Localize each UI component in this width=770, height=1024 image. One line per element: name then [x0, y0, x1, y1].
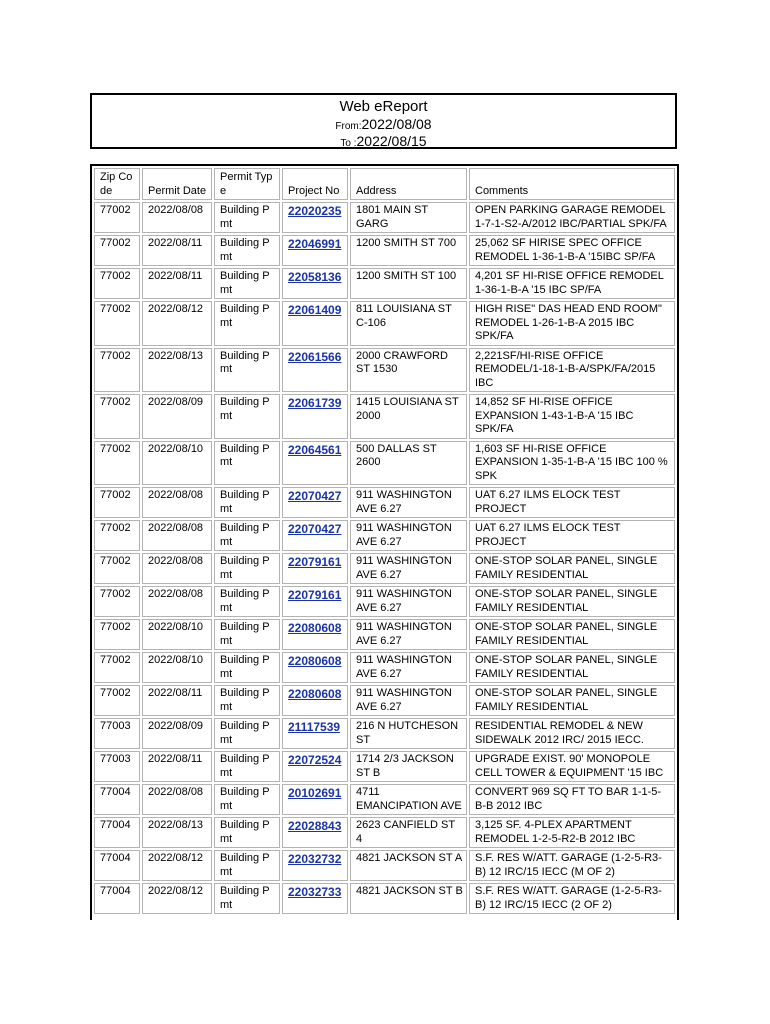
permit-date-cell: 2022/08/13	[142, 817, 212, 848]
project-no-cell	[282, 883, 348, 914]
date-to-line	[92, 133, 675, 149]
zip-code-cell: 77003	[94, 718, 140, 749]
table-row	[94, 652, 675, 683]
permit-type-cell: Building Pmt	[214, 850, 280, 881]
permit-type-cell: Building Pmt	[214, 394, 280, 439]
zip-code-cell: 77002	[94, 202, 140, 233]
address-cell: 911 WASHINGTON AVE 6.27	[350, 553, 467, 584]
permit-date-cell: 2022/08/11	[142, 751, 212, 782]
permit-date-cell: 2022/08/08	[142, 553, 212, 584]
comments-cell: CONVERT 969 SQ FT TO BAR 1-1-5-B-B 2012 IBC	[469, 784, 675, 815]
address-cell: 1200 SMITH ST 100	[350, 268, 467, 299]
project-no-cell	[282, 784, 348, 815]
project-no-cell	[282, 553, 348, 584]
permit-date-cell: 2022/08/08	[142, 487, 212, 518]
permit-table	[92, 166, 677, 916]
project-no-cell	[282, 487, 348, 518]
permit-type-cell: Building Pmt	[214, 586, 280, 617]
header-permit-date: Permit Date	[142, 168, 212, 200]
table-row	[94, 685, 675, 716]
permit-date-cell: 2022/08/09	[142, 718, 212, 749]
table-row	[94, 348, 675, 393]
table-row	[94, 441, 675, 486]
zip-code-cell: 77002	[94, 268, 140, 299]
project-no-link[interactable]: 22079161	[288, 588, 342, 602]
project-no-link[interactable]: 22080608	[288, 687, 342, 701]
project-no-cell	[282, 850, 348, 881]
address-cell: 1415 LOUISIANA ST 2000	[350, 394, 467, 439]
project-no-cell	[282, 619, 348, 650]
permit-date-cell: 2022/08/08	[142, 784, 212, 815]
project-no-cell	[282, 586, 348, 617]
zip-code-cell: 77002	[94, 586, 140, 617]
to-label: To :	[340, 138, 357, 149]
table-header-row	[94, 168, 675, 200]
address-cell: 4711 EMANCIPATION AVE	[350, 784, 467, 815]
header-project-no: Project No	[282, 168, 348, 200]
project-no-cell	[282, 268, 348, 299]
comments-cell: 2,221SF/HI-RISE OFFICE REMODEL/1-18-1-B-A/SPK/FA/2015 IBC	[469, 348, 675, 393]
permit-date-cell: 2022/08/08	[142, 202, 212, 233]
table-row	[94, 394, 675, 439]
address-cell: 4821 JACKSON ST A	[350, 850, 467, 881]
project-no-cell	[282, 718, 348, 749]
permit-date-cell: 2022/08/08	[142, 586, 212, 617]
project-no-cell	[282, 685, 348, 716]
address-cell: 1200 SMITH ST 700	[350, 235, 467, 266]
project-no-link[interactable]: 22080608	[288, 621, 342, 635]
project-no-cell	[282, 202, 348, 233]
address-cell: 911 WASHINGTON AVE 6.27	[350, 685, 467, 716]
comments-cell: ONE-STOP SOLAR PANEL, SINGLE FAMILY RESIDENTIAL	[469, 586, 675, 617]
permit-type-cell: Building Pmt	[214, 883, 280, 914]
header-zip-code: Zip Code	[94, 168, 140, 200]
permit-date-cell: 2022/08/12	[142, 850, 212, 881]
project-no-cell	[282, 652, 348, 683]
table-row	[94, 235, 675, 266]
permit-type-cell: Building Pmt	[214, 441, 280, 486]
comments-cell: ONE-STOP SOLAR PANEL, SINGLE FAMILY RESIDENTIAL	[469, 619, 675, 650]
zip-code-cell: 77002	[94, 394, 140, 439]
report-title: Web eReport	[339, 98, 428, 115]
permit-type-cell: Building Pmt	[214, 235, 280, 266]
permit-type-cell: Building Pmt	[214, 348, 280, 393]
table-row	[94, 301, 675, 346]
project-no-link[interactable]: 22072524	[288, 753, 342, 767]
permit-type-cell: Building Pmt	[214, 817, 280, 848]
table-row	[94, 718, 675, 749]
zip-code-cell: 77002	[94, 685, 140, 716]
table-row	[94, 817, 675, 848]
permit-date-cell: 2022/08/11	[142, 685, 212, 716]
project-no-cell	[282, 301, 348, 346]
permit-type-cell: Building Pmt	[214, 619, 280, 650]
address-cell: 500 DALLAS ST 2600	[350, 441, 467, 486]
zip-code-cell: 77002	[94, 652, 140, 683]
permit-date-cell: 2022/08/08	[142, 520, 212, 551]
table-row	[94, 202, 675, 233]
address-cell: 216 N HUTCHESON ST	[350, 718, 467, 749]
address-cell: 4821 JACKSON ST B	[350, 883, 467, 914]
comments-cell: S.F. RES W/ATT. GARAGE (1-2-5-R3-B) 12 IRC/15 IECC (M OF 2)	[469, 850, 675, 881]
address-cell: 2000 CRAWFORD ST 1530	[350, 348, 467, 393]
project-no-link[interactable]: 22020235	[288, 204, 342, 218]
zip-code-cell: 77002	[94, 441, 140, 486]
zip-code-cell: 77004	[94, 883, 140, 914]
permit-date-cell: 2022/08/12	[142, 883, 212, 914]
table-row	[94, 553, 675, 584]
table-row	[94, 784, 675, 815]
zip-code-cell: 77002	[94, 301, 140, 346]
project-no-cell	[282, 817, 348, 848]
header-comments: Comments	[469, 168, 675, 200]
project-no-cell	[282, 751, 348, 782]
comments-cell: 3,125 SF. 4-PLEX APARTMENT REMODEL 1-2-5-R2-B 2012 IBC	[469, 817, 675, 848]
comments-cell: 25,062 SF HIRISE SPEC OFFICE REMODEL 1-36-1-B-A '15IBC SP/FA	[469, 235, 675, 266]
permit-date-cell: 2022/08/12	[142, 301, 212, 346]
project-no-link[interactable]: 22061739	[288, 396, 342, 410]
project-no-link[interactable]: 22046991	[288, 237, 342, 251]
project-no-link[interactable]: 22080608	[288, 654, 342, 668]
comments-cell: 1,603 SF HI-RISE OFFICE EXPANSION 1-35-1-B-A '15 IBC 100 % SPK	[469, 441, 675, 486]
project-no-link[interactable]: 22032732	[288, 852, 342, 866]
project-no-cell	[282, 520, 348, 551]
report-header	[90, 93, 677, 149]
comments-cell: ONE-STOP SOLAR PANEL, SINGLE FAMILY RESIDENTIAL	[469, 553, 675, 584]
table-row	[94, 520, 675, 551]
project-no-cell	[282, 235, 348, 266]
comments-cell: ONE-STOP SOLAR PANEL, SINGLE FAMILY RESIDENTIAL	[469, 685, 675, 716]
header-address: Address	[350, 168, 467, 200]
project-no-link[interactable]: 22028843	[288, 819, 342, 833]
table-row	[94, 619, 675, 650]
project-no-link[interactable]: 22061409	[288, 303, 342, 317]
project-no-cell	[282, 394, 348, 439]
from-date: 2022/08/08	[361, 116, 432, 132]
permit-type-cell: Building Pmt	[214, 652, 280, 683]
zip-code-cell: 77003	[94, 751, 140, 782]
comments-cell: S.F. RES W/ATT. GARAGE (1-2-5-R3-B) 12 IRC/15 IECC (2 OF 2)	[469, 883, 675, 914]
table-row	[94, 487, 675, 518]
comments-cell: OPEN PARKING GARAGE REMODEL 1-7-1-S2-A/2012 IBC/PARTIAL SPK/FA	[469, 202, 675, 233]
address-cell: 911 WASHINGTON AVE 6.27	[350, 652, 467, 683]
permit-date-cell: 2022/08/13	[142, 348, 212, 393]
permit-type-cell: Building Pmt	[214, 202, 280, 233]
zip-code-cell: 77004	[94, 817, 140, 848]
project-no-cell	[282, 348, 348, 393]
address-cell: 2623 CANFIELD ST 4	[350, 817, 467, 848]
zip-code-cell: 77002	[94, 520, 140, 551]
comments-cell: UPGRADE EXIST. 90' MONOPOLE CELL TOWER & EQUIPMENT '15 IBC	[469, 751, 675, 782]
permit-date-cell: 2022/08/11	[142, 268, 212, 299]
permit-date-cell: 2022/08/09	[142, 394, 212, 439]
project-no-link[interactable]: 21117539	[288, 720, 341, 734]
comments-cell: 14,852 SF HI-RISE OFFICE EXPANSION 1-43-1-B-A '15 IBC SPK/FA	[469, 394, 675, 439]
project-no-link[interactable]: 22070427	[288, 489, 342, 503]
address-cell: 911 WASHINGTON AVE 6.27	[350, 520, 467, 551]
zip-code-cell: 77002	[94, 553, 140, 584]
zip-code-cell: 77004	[94, 784, 140, 815]
zip-code-cell: 77002	[94, 487, 140, 518]
address-cell: 1714 2/3 JACKSON ST B	[350, 751, 467, 782]
permit-type-cell: Building Pmt	[214, 553, 280, 584]
permit-type-cell: Building Pmt	[214, 268, 280, 299]
comments-cell: HIGH RISE" DAS HEAD END ROOM" REMODEL 1-26-1-B-A 2015 IBC SPK/FA	[469, 301, 675, 346]
permit-type-cell: Building Pmt	[214, 751, 280, 782]
permit-table-container	[90, 164, 679, 920]
zip-code-cell: 77002	[94, 619, 140, 650]
permit-type-cell: Building Pmt	[214, 685, 280, 716]
table-row	[94, 751, 675, 782]
permit-date-cell: 2022/08/10	[142, 619, 212, 650]
header-permit-type: Permit Type	[214, 168, 280, 200]
project-no-link[interactable]: 20102691	[288, 786, 342, 800]
zip-code-cell: 77004	[94, 850, 140, 881]
permit-table-body	[94, 202, 675, 914]
permit-type-cell: Building Pmt	[214, 520, 280, 551]
table-row	[94, 850, 675, 881]
project-no-link[interactable]: 22061566	[288, 349, 342, 364]
table-row	[94, 586, 675, 617]
date-from-line	[92, 116, 675, 132]
table-row	[94, 268, 675, 299]
zip-code-cell: 77002	[94, 235, 140, 266]
address-cell: 911 WASHINGTON AVE 6.27	[350, 487, 467, 518]
project-no-link[interactable]: 22070427	[288, 522, 342, 536]
address-cell: 811 LOUISIANA ST C-106	[350, 301, 467, 346]
address-cell: 911 WASHINGTON AVE 6.27	[350, 586, 467, 617]
comments-cell: UAT 6.27 ILMS ELOCK TEST PROJECT	[469, 487, 675, 518]
permit-date-cell: 2022/08/10	[142, 652, 212, 683]
permit-date-cell: 2022/08/10	[142, 441, 212, 486]
project-no-link[interactable]: 22064561	[288, 442, 342, 457]
permit-date-cell: 2022/08/11	[142, 235, 212, 266]
comments-cell: ONE-STOP SOLAR PANEL, SINGLE FAMILY RESIDENTIAL	[469, 652, 675, 683]
project-no-link[interactable]: 22032733	[288, 885, 342, 899]
zip-code-cell: 77002	[94, 348, 140, 393]
permit-type-cell: Building Pmt	[214, 718, 280, 749]
address-cell: 911 WASHINGTON AVE 6.27	[350, 619, 467, 650]
comments-cell: RESIDENTIAL REMODEL & NEW SIDEWALK 2012 IRC/ 2015 IECC.	[469, 718, 675, 749]
from-label: From:	[335, 121, 362, 132]
permit-type-cell: Building Pmt	[214, 784, 280, 815]
to-date: 2022/08/15	[356, 133, 427, 149]
comments-cell: 4,201 SF HI-RISE OFFICE REMODEL 1-36-1-B-A '15 IBC SP/FA	[469, 268, 675, 299]
address-cell: 1801 MAIN ST GARG	[350, 202, 467, 233]
project-no-link[interactable]: 22079161	[288, 555, 342, 569]
project-no-link[interactable]: 22058136	[288, 270, 342, 284]
comments-cell: UAT 6.27 ILMS ELOCK TEST PROJECT	[469, 520, 675, 551]
permit-type-cell: Building Pmt	[214, 301, 280, 346]
table-row	[94, 883, 675, 914]
permit-type-cell: Building Pmt	[214, 487, 280, 518]
project-no-cell	[282, 441, 348, 486]
